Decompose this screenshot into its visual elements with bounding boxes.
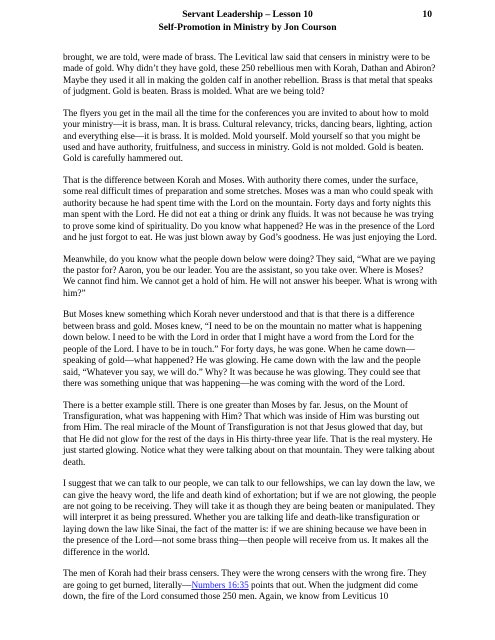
paragraph: brought, we are told, were made of brass. The Levitical law said that censers in ministry were to be made of gold. Why didn’t they have gold, these 250 rebellious men with Korah, Dathan and Abiron? Maybe they used it all in making the golden calf in another rebellion. Brass is that metal that speaks of judgment. Gold is beaten. Brass is molded. What are we being told? [63, 53, 436, 98]
paragraph: The flyers you get in the mail all the time for the conferences you are invited to about how to mold your ministry—it is brass, man. It is brass. Cultural relevancy, tricks, dancing bears, lighting, action and everything else—it is brass. It is molded. Mold yourself. Mold yourself so that you might be used and have authority, fruitfulness, and success in ministry. Gold is not molded. Gold is beaten. Gold is carefully hammered out. [63, 108, 433, 165]
paragraph: That is the difference between Korah and Moses. With authority there comes, under the surface, some real difficult times of preparation and some stretches. Moses was a man who could speak with authority because he had spent time with the Lord on the mountain. Forty days and forty nights this man spent with the Lord. He did not eat a thing or drink any fluids. It was not because he was trying to prove some kind of spirituality. Do you know what happened? He was in the presence of the Lord and he just forgot to eat. He was just blown away by God’s goodness. He was just enjoying the Lord. [63, 176, 437, 244]
paragraph [63, 569, 437, 603]
paragraph: But Moses knew something which Korah never understood and that is that there is a difference between brass and gold. Moses knew, “I need to be on the mountain no matter what is happening down below. I need to be with the Lord in order that I might have a word from the Lord for the people of the Lord. I have to be in touch.” For forty days, he was gone. When he came down—speaking of gold—what happened? He was glowing. He came down with the law and the people said, “Whatever you say, we will do.” Why? It was because he was glowing. They could see that there was something unique that was happening—he was coming with the word of the Lord. [63, 310, 422, 389]
paragraph: I suggest that we can talk to our people, we can talk to our fellowships, we can lay down the law, we can give the heavy word, the life and death kind of exhortation; but if we are not glowing, the people are not going to be receiving. They will take it as though they are being beaten or manipulated. They will interpret it as being pressured. Whether you are talking life and death-like transfiguration or laying down the law like Sinai, the fact of the matter is: if we are shining because we have been in the presence of the Lord—not some brass thing—then people will receive from us. It makes all the difference in the world. [63, 479, 437, 558]
lesson-title: Servant Leadership – Lesson 10 [182, 9, 313, 20]
page-number: 10 [422, 9, 432, 20]
paragraph-text: The men of Korah had their brass censers. They were the wrong censers with the wrong fire. They are going to get burned, literally— [63, 569, 427, 591]
scripture-reference-link[interactable]: Numbers 16:35 [191, 580, 249, 591]
paragraph-text: points that out. When the judgment did come down, the fire of the Lord consumed those 250 men. Again, we know from Leviticus 10 [63, 580, 418, 602]
body-text [63, 53, 437, 614]
paragraph: Meanwhile, do you know what the people down below were doing? They said, “What are we paying the pastor for? Aaron, you be our leader. You are the assistant, so you take over. Where is Moses? We cannot find him. We cannot get a hold of him. He will not answer his beeper. What is wrong with him?” [63, 254, 437, 299]
lesson-subtitle: Self-Promotion in Ministry by Jon Courson [158, 21, 337, 33]
paragraph: There is a better example still. There is one greater than Moses by far. Jesus, on the Mount of Transfiguration, what was happening with Him? That which was inside of Him was bursting out from Him. The real miracle of the Mount of Transfiguration is not that Jesus glowed that day, but that He did not glow for the rest of the days in His thirty-three year life. That is the real mystery. He just started glowing. Notice what they were talking about on that mountain. They were talking about death. [63, 400, 435, 468]
page-header [0, 9, 495, 35]
